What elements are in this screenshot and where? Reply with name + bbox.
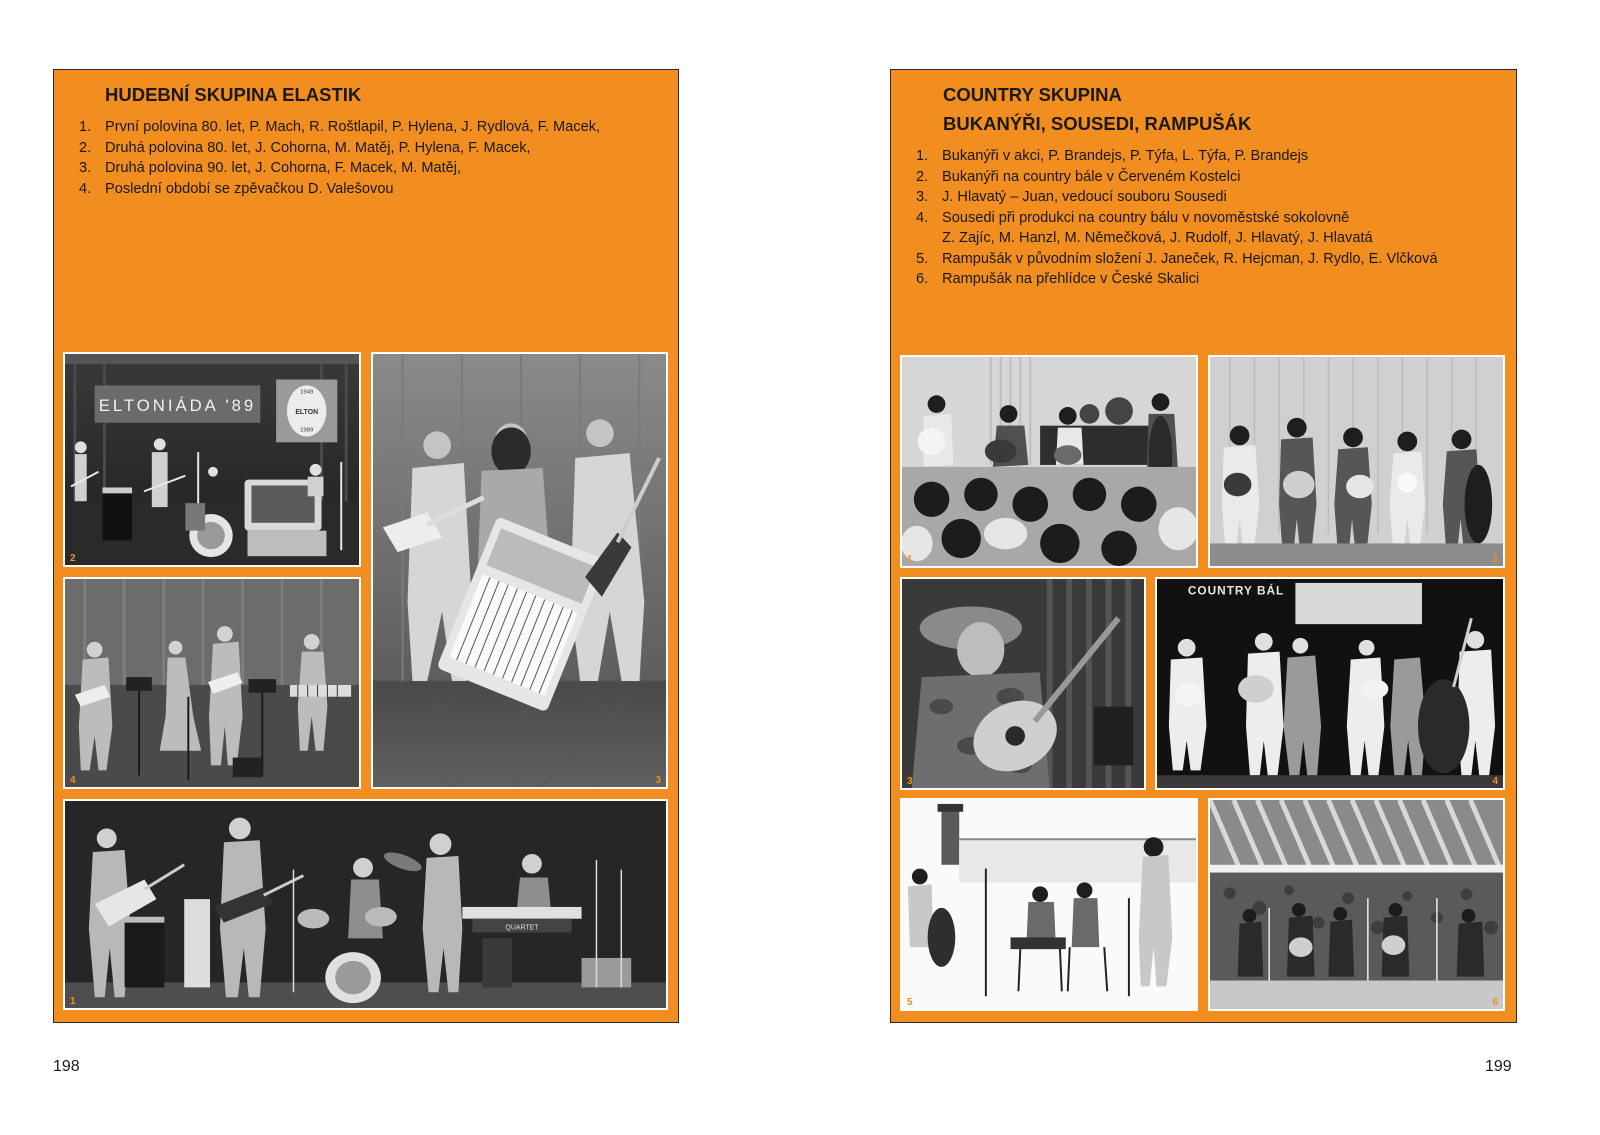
caption-item: 2. Bukanýři na country bále v Červeném Kostelci	[916, 168, 1241, 185]
photo-bukanyri-action	[900, 355, 1198, 568]
photo-hlavaty-juan	[900, 577, 1146, 790]
left-page-title: HUDEBNÍ SKUPINA ELASTIK	[105, 84, 362, 105]
photo-stage-band	[63, 799, 668, 1010]
right-page-title-line1: COUNTRY SKUPINA	[943, 84, 1122, 105]
caption-item: 5. Rampušák v původním složení J. Janeček, R. Hejcman, J. Rydlo, E. Vlčková	[916, 250, 1438, 267]
photo-singer-band	[63, 577, 361, 789]
photo-number: 4	[1492, 776, 1498, 787]
left-page-panel	[53, 69, 679, 1023]
caption-item: 3. Druhá polovina 90. let, J. Cohorna, F. Macek, M. Matěj,	[79, 160, 462, 176]
logo-year-bottom: 1989	[300, 427, 314, 434]
photo-sousedi-country-bal	[1155, 577, 1505, 790]
caption-item: 1. První polovina 80. let, P. Mach, R. Roštlapil, P. Hylena, J. Rydlová, F. Macek,	[79, 119, 601, 135]
banner-text: COUNTRY BÁL	[1187, 583, 1285, 598]
caption-item: 4. Poslední období se zpěvačkou D. Valešovou	[79, 180, 394, 197]
photo-number: 1	[70, 996, 76, 1007]
caption-item-continued: Z. Zajíc, M. Hanzl, M. Němečková, J. Rudolf, J. Hlavatý, J. Hlavatá	[942, 230, 1373, 246]
photo-rampusak-ceska-skalice	[1208, 798, 1505, 1011]
page-number-left: 198	[53, 1058, 80, 1075]
photo-trio-keyboard	[371, 352, 668, 789]
photo-eltoniada-stage	[63, 352, 361, 567]
caption-item: 2. Druhá polovina 80. let, J. Cohorna, M. Matěj, P. Hylena, F. Macek,	[79, 139, 531, 156]
caption-item: 4. Sousedi při produkci na country bálu v novoměstské sokolovně	[916, 209, 1350, 226]
banner-text: ELTONIÁDA '89	[98, 395, 257, 415]
caption-item: 3. J. Hlavatý – Juan, vedoucí souboru Sousedi	[916, 189, 1227, 205]
photo-number: 2	[1492, 554, 1498, 565]
photo-number: 3	[655, 775, 661, 786]
photo-bukanyri-country-ball	[1208, 355, 1505, 568]
page-number-right: 199	[1485, 1058, 1512, 1075]
photo-number: 5	[907, 997, 913, 1008]
photo-number: 6	[1492, 997, 1498, 1008]
logo-year-top: 1949	[300, 389, 314, 396]
right-page-title-line2: BUKANÝŘI, SOUSEDI, RAMPUŠÁK	[943, 113, 1252, 134]
photo-number: 1	[907, 554, 913, 565]
caption-item: 1. Bukanýři v akci, P. Brandejs, P. Týfa, L. Týfa, P. Brandejs	[916, 148, 1309, 164]
photo-number: 3	[907, 776, 913, 787]
caption-item: 6. Rampušák na přehlídce v České Skalici	[916, 271, 1200, 287]
right-page-panel	[890, 69, 1517, 1023]
logo-name: ELTON	[295, 408, 319, 416]
keyboard-label: QUARTET	[505, 924, 539, 932]
left-caption-list	[79, 117, 600, 199]
right-caption-list	[916, 146, 1438, 290]
photo-rampusak-original	[900, 798, 1198, 1011]
photo-number: 4	[70, 775, 76, 786]
photo-number: 2	[70, 553, 76, 564]
